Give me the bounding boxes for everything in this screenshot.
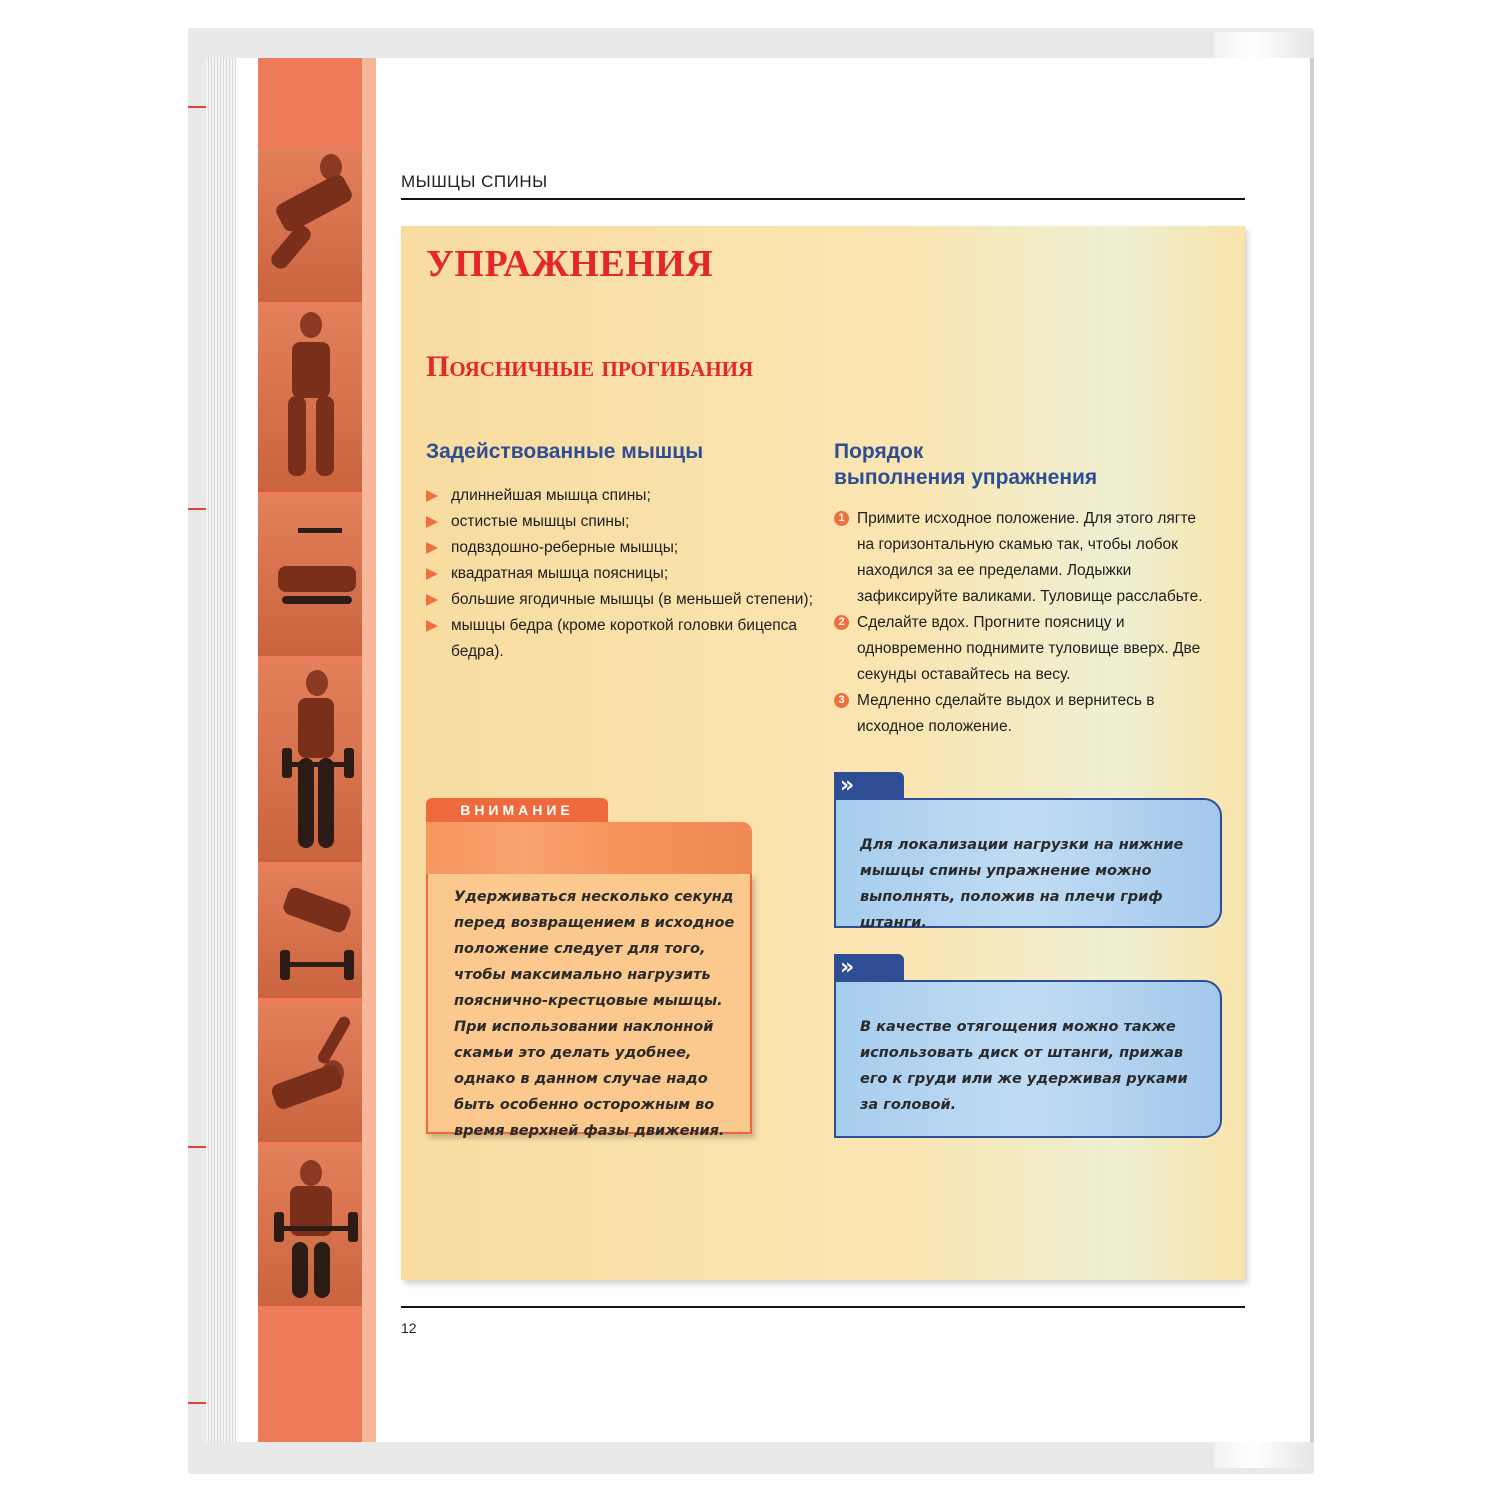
exercise-photo <box>258 1146 362 1306</box>
list-item: квадратная мышца поясницы; <box>426 561 816 587</box>
side-strip-accent <box>362 58 376 1442</box>
exercise-photo <box>258 496 362 656</box>
step-number-badge: 1 <box>834 511 849 526</box>
exercise-title: Поясничные прогибания <box>426 350 754 383</box>
list-item: большие ягодичные мышцы (в меньшей степени); <box>426 587 816 613</box>
procedure-steps <box>834 506 1216 740</box>
chevron-double-right-icon: » <box>840 773 855 798</box>
list-item: мышцы бедра (кроме короткой головки бицепса бедра). <box>426 613 816 665</box>
list-item: остистые мышцы спины; <box>426 509 816 535</box>
warning-label: ВНИМАНИЕ <box>460 802 574 818</box>
exercise-photo <box>258 306 362 492</box>
triangle-bullet-icon <box>426 516 438 528</box>
list-item: 3 Медленно сделайте выдох и вернитесь в исходное положение. <box>834 688 1216 740</box>
triangle-bullet-icon <box>426 594 438 606</box>
tip-tab <box>834 772 904 800</box>
page-number: 12 <box>401 1320 417 1336</box>
list-item: 2 Сделайте вдох. Прогните поясницу и одновременно поднимите туловище вверх. Две секунды оставайтесь на весу. <box>834 610 1216 688</box>
binding-thread <box>188 508 206 510</box>
header-rule <box>401 198 1245 200</box>
list-item: длиннейшая мышца спины; <box>426 483 816 509</box>
exercise-photo <box>258 1004 362 1142</box>
page-edges <box>206 58 236 1442</box>
tip-text: Для локализации нагрузки на нижние мышцы спины упражнение можно выполнять, положив на плечи гриф штанги. <box>860 837 1184 931</box>
tip-box <box>834 798 1222 931</box>
warning-box <box>426 874 752 1139</box>
warning-text: Удерживаться несколько секунд перед возвращением в исходное положение следует для того, чтобы максимально нагрузить пояснично-крестцовые мышцы. При использовании наклонной скамьи это делать удобнее, однако в данном случае надо быть особенно осторожным во время верхней фазы движения. <box>454 889 735 1139</box>
list-item: 1 Примите исходное положение. Для этого лягте на горизонтальную скамью так, чтобы лобок находился за ее пределами. Лодыжки зафиксируйте валиками. Туловище расслабьте. <box>834 506 1216 610</box>
triangle-bullet-icon <box>426 542 438 554</box>
exercise-photo <box>258 662 362 862</box>
muscles-list <box>426 483 816 665</box>
warning-banner <box>426 822 752 874</box>
procedure-heading: Порядок выполнения упражнения <box>834 440 1098 489</box>
book-page <box>236 58 1310 1442</box>
triangle-bullet-icon <box>426 490 438 502</box>
tip-tab <box>834 954 904 982</box>
section-title: МЫШЦЫ СПИНЫ <box>401 172 548 191</box>
binding-thread <box>188 1146 206 1148</box>
exercise-photo <box>258 866 362 998</box>
muscles-heading: Задействованные мышцы <box>426 440 704 463</box>
binding-thread <box>188 1402 206 1404</box>
exercise-panel <box>401 226 1245 1280</box>
binding-thread <box>188 106 206 108</box>
list-item: подвздошно-реберные мышцы; <box>426 535 816 561</box>
exercise-photo <box>258 148 362 302</box>
footer-rule <box>401 1306 1245 1308</box>
panel-title: УПРАЖНЕНИЯ <box>426 243 714 285</box>
triangle-bullet-icon <box>426 620 438 632</box>
tip-text: В качестве отягощения можно также использовать диск от штанги, прижав его к груди или же удерживая руками за головой. <box>860 1019 1188 1113</box>
warning-tab <box>426 798 608 824</box>
tip-box <box>834 980 1222 1138</box>
step-number-badge: 3 <box>834 693 849 708</box>
triangle-bullet-icon <box>426 568 438 580</box>
step-number-badge: 2 <box>834 615 849 630</box>
chevron-double-right-icon: » <box>840 955 855 980</box>
